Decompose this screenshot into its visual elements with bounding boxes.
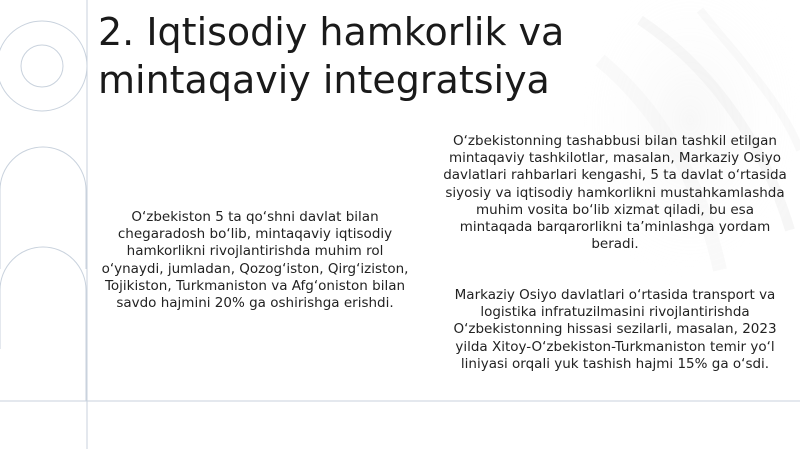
deco-circle-small [21, 45, 63, 87]
slide-title: 2. Iqtisodiy hamkorlik va mintaqaviy integratsiya [98, 10, 565, 102]
right-paragraph-bottom: Markaziy Osiyo davlatlari o‘rtasida transport va logistika infratuzilmasini rivojlantirishda O‘zbekistonning hissasi sezilarli, masalan, 2023 yilda Xitoy-O‘zbekiston-Turkmaniston temir yo‘l liniyasi orqali yuk tashish hajmi 15% ga o‘sdi. [453, 287, 777, 372]
deco-arch-lower [0, 247, 86, 401]
right-paragraph-top: O‘zbekistonning tashabbusi bilan tashkil etilgan mintaqaviy tashkilotlar, masalan, Markaziy Osiyo davlatlari rahbarlari kengashi, 5 ta davlat o‘rtasida siyosiy va iqtisodiy hamkorlikni mustahkamlashda muhim vosita bo‘lib xizmat qiladi, bu esa mintaqada barqarorlikni ta’minlashga yordam beradi. [443, 133, 787, 253]
deco-arch-upper [0, 147, 86, 269]
deco-circle-large [0, 21, 87, 111]
left-paragraph: O‘zbekiston 5 ta qo‘shni davlat bilan chegaradosh bo‘lib, mintaqaviy iqtisodiy hamkorlikni rivojlantirishda muhim rol o‘ynaydi, jumladan, Qozog‘iston, Qirg‘iziston, Tojikiston, Turkmaniston va Afg‘oniston bilan savdo hajmini 20% ga oshirishga erishdi. [101, 209, 409, 312]
